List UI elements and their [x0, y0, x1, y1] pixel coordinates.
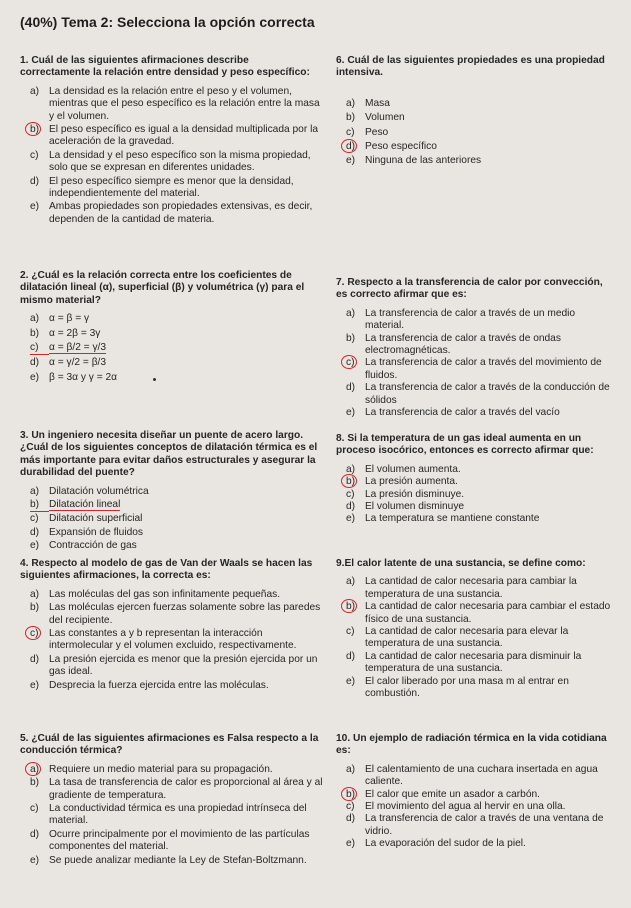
- answer-option[interactable]: [20, 680, 325, 692]
- option-text: El peso específico siempre es menor que la densidad, independientemente del material.: [49, 175, 294, 200]
- option-letter-text: c): [30, 513, 39, 525]
- answer-option[interactable]: [20, 628, 325, 653]
- option-letter-text: a): [346, 763, 356, 775]
- option-letter-text: d): [30, 653, 40, 665]
- answer-option[interactable]: [336, 601, 618, 626]
- question-10: [336, 733, 616, 851]
- answer-circle-mark: [341, 787, 357, 801]
- answer-option[interactable]: [20, 150, 320, 175]
- question-2: [20, 270, 330, 386]
- option-text: Ambas propiedades son propiedades extensivas, es decir, dependen de la cantidad de materia.: [49, 201, 313, 225]
- option-text: La transferencia de calor a través del vacío: [365, 407, 560, 419]
- option-letter-text: c): [346, 357, 355, 369]
- option-letter-text: a): [30, 485, 40, 497]
- option-letter: [30, 764, 49, 776]
- option-letter: [30, 602, 49, 614]
- option-text: El calor liberado por una masa m al entrar en combustión.: [365, 675, 569, 700]
- option-letter-text: e): [30, 371, 40, 383]
- answer-option[interactable]: [20, 328, 330, 340]
- option-letter: [346, 501, 365, 513]
- option-letter: [346, 513, 365, 525]
- option-text: Dilatación volumétrica: [49, 485, 149, 497]
- option-text: El calor que emite un asador a carbón.: [365, 788, 540, 800]
- option-letter: [346, 626, 365, 638]
- option-text: β = 3α y γ = 2α: [49, 371, 118, 383]
- answer-option[interactable]: [336, 155, 616, 167]
- option-text: La tasa de transferencia de calor es proporcional al área y al gradiente de temperatura.: [49, 777, 323, 801]
- option-letter-text: c): [346, 488, 355, 500]
- option-text: El peso específico es igual a la densidad multiplicada por la aceleración de la gravedad.: [49, 124, 318, 148]
- option-text: Dilatación lineal: [49, 499, 121, 511]
- option-letter: [346, 764, 365, 776]
- option-letter: [346, 813, 365, 825]
- option-letter-text: a): [30, 85, 40, 97]
- option-text: α = β/2 = γ/3: [49, 342, 107, 354]
- option-text: El calentamiento de una cuchara insertada en agua caliente.: [365, 763, 598, 788]
- option-text: La evaporación del sudor de la piel.: [365, 838, 526, 850]
- option-letter: [30, 829, 49, 841]
- answer-option[interactable]: [20, 829, 330, 854]
- question-text: 6. Cuál de las siguientes propiedades es una propiedad intensiva.: [336, 55, 605, 79]
- answer-option[interactable]: [20, 777, 330, 802]
- answer-option[interactable]: [336, 764, 616, 789]
- option-text: Las moléculas ejercen fuerzas solamente sobre las paredes del recipiente.: [49, 602, 321, 626]
- option-letter-text: c): [346, 626, 355, 638]
- option-text: La transferencia de calor a través de ondas electromagnéticas.: [365, 332, 561, 357]
- option-letter: [30, 357, 49, 369]
- option-text: Requiere un medio material para su propagación.: [49, 763, 273, 775]
- option-text: Expansión de fluidos: [49, 526, 144, 538]
- option-text: La cantidad de calor necesaria para cambiar el estado físico de una sustancia.: [365, 601, 611, 625]
- question-text: 2. ¿Cuál es la relación correcta entre los coeficientes de dilatación lineal (α), superficial (β) y volumétrica (γ) para el mismo material?: [20, 270, 305, 306]
- question-text: 8. Si la temperatura de un gas ideal aumenta en un proceso isocórico, entonces es correcto afirmar que:: [336, 433, 594, 457]
- question-text: 10. Un ejemplo de radiación térmica en la vida cotidiana es:: [336, 733, 607, 757]
- option-letter-text: e): [346, 155, 356, 167]
- option-letter-text: c): [30, 149, 39, 161]
- answer-option[interactable]: [20, 176, 320, 201]
- question-9: [336, 558, 618, 700]
- option-letter: [30, 540, 49, 552]
- answer-option[interactable]: [20, 86, 320, 123]
- option-text: El movimiento del agua al hervir en una olla.: [365, 801, 566, 813]
- option-letter-text: e): [30, 540, 40, 552]
- option-text: Ninguna de las anteriores: [365, 155, 482, 167]
- question-8: [336, 433, 618, 526]
- stray-dot: [153, 378, 156, 381]
- option-text: La cantidad de calor necesaria para disminuir la temperatura de una sustancia.: [365, 650, 582, 675]
- answer-option[interactable]: [336, 476, 618, 488]
- answer-option[interactable]: [20, 486, 330, 498]
- option-letter-text: c): [346, 126, 355, 138]
- answer-option[interactable]: [336, 357, 614, 382]
- option-text: La transferencia de calor a través de una ventana de vidrio.: [365, 813, 604, 837]
- option-letter: [30, 124, 49, 136]
- answer-option[interactable]: [20, 201, 320, 226]
- option-text: La temperatura se mantiene constante: [365, 513, 540, 525]
- answer-option[interactable]: [336, 127, 616, 139]
- question-text: 5. ¿Cuál de las siguientes afirmaciones es Falsa respecto a la conducción térmica?: [20, 733, 319, 757]
- option-letter-text: b): [30, 327, 40, 339]
- option-text: El volumen aumenta.: [365, 463, 461, 475]
- answer-option[interactable]: [336, 838, 616, 850]
- option-letter-text: c): [30, 628, 39, 640]
- answer-option[interactable]: [20, 602, 325, 627]
- option-text: Masa: [365, 97, 390, 109]
- option-letter: [30, 328, 49, 340]
- option-letter: [30, 86, 49, 98]
- answer-option[interactable]: [336, 501, 618, 513]
- option-letter-text: d): [30, 828, 40, 840]
- option-letter: [30, 176, 49, 188]
- option-text: Ocurre principalmente por el movimiento de las partículas componentes del material.: [49, 828, 310, 853]
- option-letter-text: b): [346, 332, 356, 344]
- answer-option[interactable]: [336, 801, 616, 813]
- question-4: [20, 558, 325, 693]
- answer-circle-mark: [341, 139, 357, 153]
- option-text: Dilatación superficial: [49, 513, 143, 525]
- option-letter-text: c): [30, 803, 39, 815]
- option-letter: [30, 499, 49, 512]
- option-letter: [30, 201, 49, 213]
- option-letter: [346, 141, 365, 153]
- option-letter-text: a): [30, 313, 40, 325]
- option-letter-text: e): [30, 201, 40, 213]
- answer-option[interactable]: [20, 342, 330, 355]
- option-letter: [346, 112, 365, 124]
- option-letter: [346, 382, 365, 394]
- option-letter-text: a): [346, 97, 356, 109]
- option-text: α = 2β = 3γ: [49, 327, 101, 339]
- option-text: α = β = γ: [49, 313, 90, 325]
- option-letter: [30, 150, 49, 162]
- option-letter: [346, 155, 365, 167]
- option-letter: [346, 476, 365, 488]
- answer-option[interactable]: [336, 489, 618, 501]
- option-text: α = γ/2 = β/3: [49, 357, 107, 369]
- option-letter: [346, 651, 365, 663]
- answer-option[interactable]: [336, 98, 616, 110]
- option-text: La cantidad de calor necesaria para cambiar la temperatura de una sustancia.: [365, 576, 577, 600]
- option-letter-text: d): [346, 382, 356, 394]
- option-letter-text: d): [346, 501, 356, 513]
- option-text: La transferencia de calor a través del movimiento de fluidos.: [365, 357, 602, 381]
- option-text: La transferencia de calor a través de un medio material.: [365, 307, 576, 332]
- answer-circle-mark: [25, 122, 41, 136]
- option-letter: [346, 357, 365, 369]
- option-text: Se puede analizar mediante la Ley de Stefan-Boltzmann.: [49, 854, 307, 866]
- option-letter-text: b): [346, 601, 356, 613]
- answer-option[interactable]: [20, 589, 325, 601]
- answer-option[interactable]: [336, 308, 614, 333]
- option-letter-text: e): [30, 679, 40, 691]
- answer-circle-mark: [341, 355, 357, 369]
- option-letter-text: d): [346, 141, 356, 153]
- option-letter-text: e): [346, 407, 356, 419]
- answer-option[interactable]: [20, 540, 330, 552]
- option-letter-text: d): [30, 357, 40, 369]
- option-letter: [30, 313, 49, 325]
- answer-option[interactable]: [336, 112, 616, 124]
- option-text: La presión aumenta.: [365, 476, 458, 488]
- option-text: El volumen disminuye: [365, 501, 465, 513]
- option-letter-text: e): [346, 838, 356, 850]
- answer-option[interactable]: [20, 654, 325, 679]
- option-text: Las moléculas del gas son infinitamente pequeñas.: [49, 588, 281, 600]
- option-letter-text: b): [346, 788, 356, 800]
- question-text: 4. Respecto al modelo de gas de Van der Waals se hacen las siguientes afirmaciones, la correcta es:: [20, 558, 313, 582]
- answer-option[interactable]: [336, 626, 618, 651]
- answer-option[interactable]: [336, 513, 618, 525]
- answer-option[interactable]: [20, 513, 330, 525]
- option-letter-text: a): [30, 588, 40, 600]
- option-letter-text: d): [30, 175, 40, 187]
- answer-option[interactable]: [336, 464, 618, 476]
- option-letter-text: e): [30, 854, 40, 866]
- option-letter: [30, 680, 49, 692]
- option-letter: [346, 801, 365, 813]
- option-letter-text: a): [346, 307, 356, 319]
- answer-option[interactable]: [336, 141, 616, 153]
- question-6: [336, 55, 616, 170]
- option-letter: [346, 676, 365, 688]
- option-letter-text: d): [346, 650, 356, 662]
- option-text: La cantidad de calor necesaria para elevar la temperatura de una sustancia.: [365, 626, 569, 650]
- question-7: [336, 277, 614, 419]
- option-letter: [346, 98, 365, 110]
- answer-circle-mark: [25, 626, 41, 640]
- option-text: Las constantes a y b representan la interacción intermolecular y el volumen excluido, respectivamente.: [49, 628, 297, 652]
- option-letter: [30, 513, 49, 525]
- answer-option[interactable]: [336, 676, 618, 701]
- option-text: La presión disminuye.: [365, 488, 465, 500]
- answer-option[interactable]: [20, 124, 320, 149]
- question-5: [20, 733, 330, 868]
- option-text: La conductividad térmica es una propiedad intrínseca del material.: [49, 803, 307, 827]
- option-letter-text: c): [346, 801, 355, 813]
- answer-option[interactable]: [20, 372, 330, 384]
- option-letter-text: d): [346, 813, 356, 825]
- option-letter-text: e): [346, 513, 356, 525]
- answer-circle-mark: [25, 762, 41, 776]
- option-letter: [30, 527, 49, 539]
- option-letter-text: b): [346, 112, 356, 124]
- answer-option[interactable]: [336, 407, 614, 419]
- answer-option[interactable]: [336, 576, 618, 601]
- option-text: Desprecia la fuerza ejercida entre las moléculas.: [49, 679, 269, 691]
- option-letter: [30, 777, 49, 789]
- option-letter: [30, 372, 49, 384]
- option-letter: [30, 855, 49, 867]
- answer-option[interactable]: [20, 499, 330, 512]
- question-text: 7. Respecto a la transferencia de calor por convección, es correcto afirmar que es:: [336, 277, 603, 301]
- option-letter-text: c): [30, 342, 39, 354]
- option-letter-text: a): [346, 576, 356, 588]
- option-letter-text: a): [30, 763, 40, 775]
- option-text: La densidad es la relación entre el peso y el volumen, mientras que el peso específico es la relación entre la masa y el volumen.: [49, 85, 320, 122]
- question-3: [20, 430, 330, 554]
- option-text: La transferencia de calor a través de la conducción de sólidos: [365, 382, 610, 406]
- page-title: (40%) Tema 2: Selecciona la opción correcta: [20, 14, 315, 30]
- answer-option[interactable]: [336, 333, 614, 358]
- option-text: La densidad y el peso específico son la misma propiedad, solo que se expresan en diferentes unidades.: [49, 149, 311, 174]
- option-letter: [346, 308, 365, 320]
- option-letter: [30, 628, 49, 640]
- option-letter: [346, 838, 365, 850]
- option-letter: [346, 333, 365, 345]
- question-text: 3. Un ingeniero necesita diseñar un puente de acero largo. ¿Cuál de los siguientes conceptos de dilatación térmica es el más importante para evitar daños estructurales y asegurar la durabilidad del puente?: [20, 430, 318, 479]
- option-letter: [30, 342, 49, 355]
- option-letter: [30, 803, 49, 815]
- option-letter: [346, 489, 365, 501]
- option-letter: [346, 601, 365, 613]
- answer-option[interactable]: [336, 813, 616, 838]
- question-1: [20, 55, 320, 227]
- answer-option[interactable]: [20, 855, 330, 867]
- option-letter-text: d): [30, 526, 40, 538]
- option-letter-text: b): [30, 499, 40, 511]
- option-letter-text: b): [30, 777, 40, 789]
- option-letter: [346, 576, 365, 588]
- answer-option[interactable]: [20, 527, 330, 539]
- answer-option[interactable]: [20, 357, 330, 369]
- answer-option[interactable]: [20, 803, 330, 828]
- answer-option[interactable]: [20, 313, 330, 325]
- option-letter-text: b): [346, 476, 356, 488]
- question-text: 9.El calor latente de una sustancia, se define como:: [336, 558, 586, 569]
- option-letter-text: b): [30, 124, 40, 136]
- option-text: Peso: [365, 126, 389, 138]
- option-letter-text: e): [346, 675, 356, 687]
- option-letter: [30, 654, 49, 666]
- option-letter: [346, 127, 365, 139]
- option-letter: [30, 486, 49, 498]
- option-text: La presión ejercida es menor que la presión ejercida por un gas ideal.: [49, 653, 318, 678]
- answer-option[interactable]: [20, 764, 330, 776]
- option-letter: [30, 589, 49, 601]
- answer-option[interactable]: [336, 789, 616, 801]
- answer-option[interactable]: [336, 382, 614, 407]
- option-letter-text: b): [30, 602, 40, 614]
- question-text: 1. Cuál de las siguientes afirmaciones describe correctamente la relación entre densidad y peso específico:: [20, 55, 310, 79]
- option-text: Volumen: [365, 112, 405, 124]
- option-letter: [346, 789, 365, 801]
- option-text: Contracción de gas: [49, 540, 137, 552]
- option-text: Peso específico: [365, 141, 437, 153]
- option-letter: [346, 407, 365, 419]
- answer-option[interactable]: [336, 651, 618, 676]
- option-letter-text: a): [346, 463, 356, 475]
